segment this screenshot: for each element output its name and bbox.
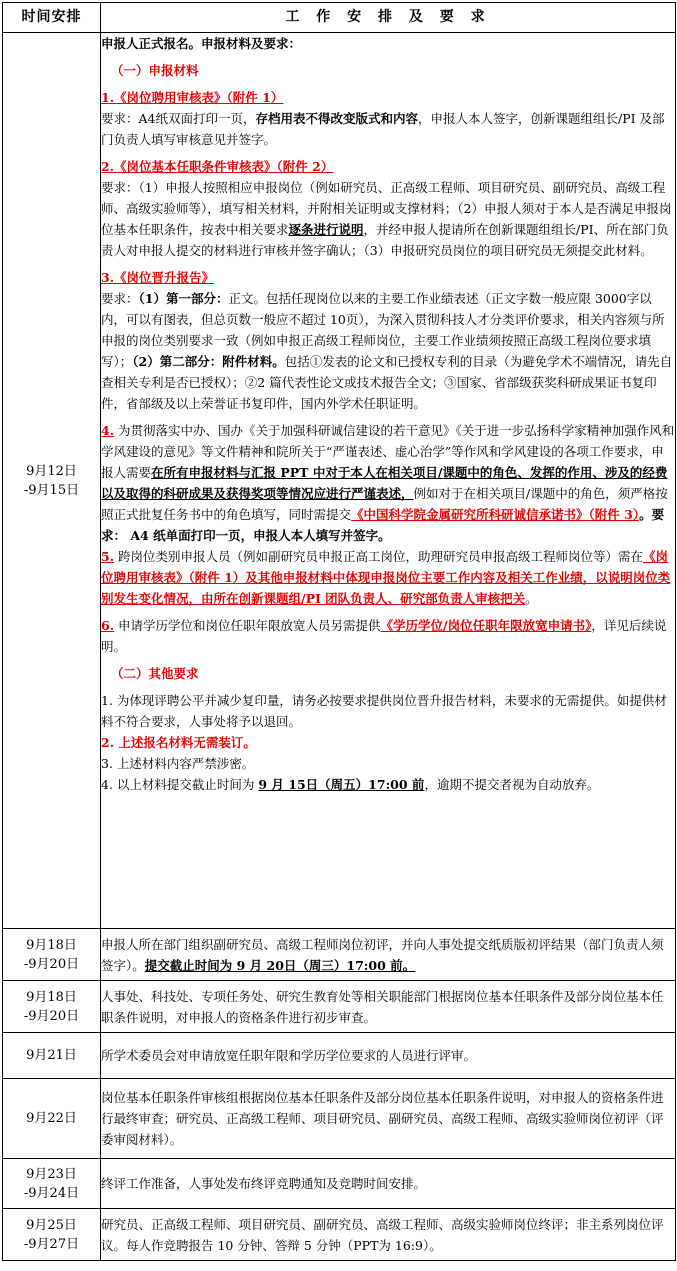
table-row (3, 929, 676, 981)
item1-title: 1.《岗位聘用审核表》（附件 1） (101, 90, 284, 105)
date-start: 9月18日 (26, 989, 77, 1005)
section-title-other: （二）其他要求 (111, 666, 199, 681)
work-cell (101, 1209, 676, 1261)
work-cell (101, 33, 676, 929)
item3-title: 3.《岗位晋升报告》 (101, 270, 215, 285)
table-row (3, 33, 676, 929)
item2-title: 2.《岗位基本任职条件审核表》（附件 2） (101, 159, 334, 174)
date-end: -9月20日 (23, 956, 80, 972)
intro-text: 申报人正式报名。申报材料及要求： (101, 36, 302, 51)
work-cell (101, 981, 676, 1033)
item3-text: 要求：（1）第一部分：正文。包括任现岗位以来的主要工作业绩表述（正文字数一般应限 3000字以内，可以有图表，但总页数一般应不超过 10页），为深入贯彻科技人才分类评价要求，相关内容须与所申报的岗位类别要求一致（例如申报正高级工程师岗位，主要工作业绩须按照正高级工程岗位要求填写）；（2）第二部分：附件材料。包括①发表的论文和已授权专利的目录（为避免学术不端情况，请先自查相关专利是否已授权）；②2 篇代表性论文或技术报告全文；③国家、省部级获奖科研成果证书复印件，省部级及以上荣誉证书复印件，国内外学术任职证明。 (101, 291, 673, 411)
work-cell (101, 1033, 676, 1079)
item4-text: 4. 为贯彻落实中办、国办《关于加强科研诚信建设的若干意见》《关于进一步弘扬科学家精神加强作风和学风建设的意见》等文件精神和院所关于“严谨表述、虚心治学”等作风和学风建设的各项工作要求，申报人需要在所有申报材料与汇报 PPT 中对于本人在相关项目/课题中的角色、发挥的作用、涉及的经费以及取得的科研成果及获得奖项等情况应进行严谨表述，例如对于在相关项目/课题中的角色，须严格按照正式批复任务书中的角色填写，同时需提交《中国科学院金属研究所科研诚信承诺书》（附件 3）。要求： A4 纸单面打印一页，申报人本人填写并签字。 (101, 423, 675, 543)
date-start: 9月25日 (26, 1217, 77, 1233)
date-cell (3, 929, 101, 981)
row-text: 人事处、科技处、专项任务处、研究生教育处等相关职能部门根据岗位基本任职条件及部分岗位基本任职条件说明，对申报人的资格条件进行初步审查。 (101, 988, 664, 1025)
date-end: -9月24日 (23, 1185, 80, 1201)
other-req-2: 2. 上述报名材料无需装订。 (101, 735, 256, 750)
work-cell (101, 929, 676, 981)
header-row (3, 3, 676, 33)
date-start: 9月22日 (26, 1111, 77, 1126)
work-cell (101, 1079, 676, 1159)
table-row (3, 1033, 676, 1079)
row-text: 所学术委员会对申请放宽任职年限和学历学位要求的人员进行评审。 (101, 1048, 477, 1063)
header-work: 工 作 安 排 及 要 求 (101, 3, 676, 33)
date-end: -9月15日 (23, 482, 80, 498)
header-time: 时间安排 (3, 3, 101, 33)
date-cell (3, 981, 101, 1033)
row-text: 岗位基本任职条件审核组根据岗位基本任职条件及部分岗位基本任职条件说明，对申报人的资格条件进行最终审查；研究员、正高级工程师、项目研究员、副研究员、高级工程师、高级实验师岗位初评（评委审阅材料）。 (101, 1090, 664, 1147)
date-start: 9月23日 (26, 1166, 77, 1182)
item5-text: 5. 跨岗位类别申报人员（例如副研究员申报正高工岗位，助理研究员申报高级工程师岗位等）需在《岗位聘用审核表》（附件 1）及其他申报材料中体现申报岗位主要工作内容及相关工作业绩，以说明岗位类别发生变化情况，由所在创新课题组/PI 团队负责人、研究部负责人审核把关。 (101, 549, 671, 606)
date-end: -9月27日 (23, 1236, 80, 1252)
table-row (3, 981, 676, 1033)
table-row (3, 1209, 676, 1261)
item2-text: 要求：（1）申报人按照相应申报岗位（例如研究员、正高级工程师、项目研究员、副研究员、高级工程师、高级实验师等），填写相关材料，并附相关证明或支撑材料；（2）申报人须对于本人是否满足申报岗位基本任职条件，按表中相关要求逐条进行说明，并经申报人提请所在创新课题组组长/PI、所在部门负责人对申报人提交的材料进行审核并签字确认；（3）申报研究员岗位的项目研究员无须提交此材料。 (101, 180, 672, 258)
row-text: 终评工作准备，人事处发布终评竞聘通知及竞聘时间安排。 (101, 1176, 427, 1191)
date-cell (3, 1159, 101, 1209)
date-cell (3, 1079, 101, 1159)
row-text: 研究员、正高级工程师、项目研究员、副研究员、高级工程师、高级实验师岗位终评；非主系列岗位评议。每人作竞聘报告 10 分钟、答辩 5 分钟（PPT为 16:9）。 (101, 1216, 664, 1253)
table-row (3, 1159, 676, 1209)
other-req-4: 4. 以上材料提交截止时间为 9 月 15日（周五）17:00 前，逾期不提交者视为自动放弃。 (101, 777, 600, 792)
section-title-materials: （一）申报材料 (111, 63, 199, 78)
schedule-table (2, 2, 676, 1261)
row-text: 申报人所在部门组织副研究员、高级工程师岗位初评，并向人事处提交纸质版初评结果（部门负责人须签字）。提交截止时间为 9 月 20日（周三）17:00 前。 (101, 936, 664, 973)
item1-text: 要求：A4纸双面打印一页，存档用表不得改变版式和内容，申报人本人签字，创新课题组组长/PI 及部门负责人填写审核意见并签字。 (101, 111, 665, 147)
date-cell (3, 1209, 101, 1261)
date-cell (3, 1033, 101, 1079)
date-cell (3, 33, 101, 929)
date-start: 9月12日 (26, 463, 77, 479)
item6-text: 6. 申请学历学位和岗位任职年限放宽人员另需提供《学历学位/岗位任职年限放宽申请书》，详见后续说明。 (101, 618, 667, 654)
other-req-3: 3. 上述材料内容严禁涉密。 (101, 756, 255, 771)
date-start: 9月18日 (26, 937, 77, 953)
date-start: 9月21日 (26, 1048, 77, 1063)
table-row (3, 1079, 676, 1159)
date-end: -9月20日 (23, 1008, 80, 1024)
work-cell (101, 1159, 676, 1209)
other-req-1: 1. 为体现评聘公平并减少复印量，请务必按要求提供岗位晋升报告材料，未要求的无需提供。如提供材料不符合要求，人事处将予以退回。 (101, 693, 667, 729)
